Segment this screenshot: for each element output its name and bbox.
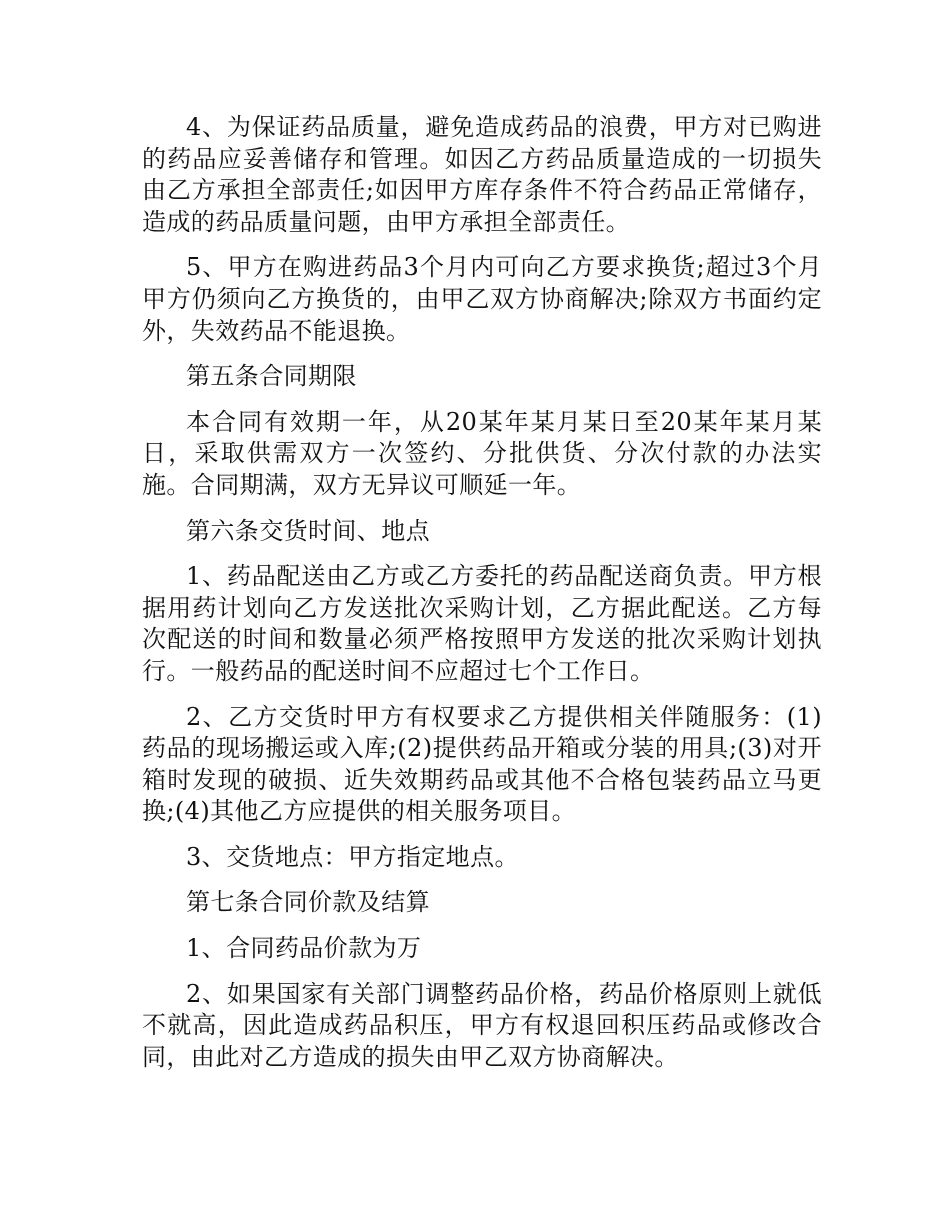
paragraph-price-2: 2、如果国家有关部门调整药品价格，药品价格原则上就低不就高，因此造成药品积压，甲方有权退回积压药品或修改合同，由此对乙方造成的损失由甲乙双方协商解决。 <box>142 979 822 1071</box>
paragraph-contract-term: 本合同有效期一年，从20某年某月某日至20某年某月某日，采取供需双方一次签约、分批供货、分次付款的办法实施。合同期满，双方无异议可顺延一年。 <box>142 407 822 499</box>
paragraph-drug-storage: 4、为保证药品质量，避免造成药品的浪费，甲方对已购进的药品应妥善储存和管理。如因乙方药品质量造成的一切损失由乙方承担全部责任;如因甲方库存条件不符合药品正常储存，造成的药品质量问题，由甲方承担全部责任。 <box>142 113 822 236</box>
paragraph-delivery-location: 3、交货地点：甲方指定地点。 <box>186 842 519 871</box>
paragraph-delivery-2: 2、乙方交货时甲方有权要求乙方提供相关伴随服务：(1)药品的现场搬运或入库;(2)提供药品开箱或分装的用具;(3)对开箱时发现的破损、近失效期药品或其他不合格包装药品立马更换;(4)其他乙方应提供的相关服务项目。 <box>142 702 822 826</box>
heading-article-7: 第七条合同价款及结算 <box>186 888 430 917</box>
paragraph-price-1: 1、合同药品价款为万 <box>186 934 422 963</box>
heading-article-6: 第六条交货时间、地点 <box>186 516 430 545</box>
paragraph-exchange-terms: 5、甲方在购进药品3个月内可向乙方要求换货;超过3个月甲方仍须向乙方换货的，由甲乙双方协商解决;除双方书面约定外，失效药品不能退换。 <box>142 253 822 345</box>
heading-article-5: 第五条合同期限 <box>186 362 357 391</box>
document-page <box>142 112 822 1087</box>
paragraph-delivery-1: 1、药品配送由乙方或乙方委托的药品配送商负责。甲方根据用药计划向乙方发送批次采购计划，乙方据此配送。乙方每次配送的时间和数量必须严格按照甲方发送的批次采购计划执行。一般药品的配送时间不应超过七个工作日。 <box>142 562 822 685</box>
